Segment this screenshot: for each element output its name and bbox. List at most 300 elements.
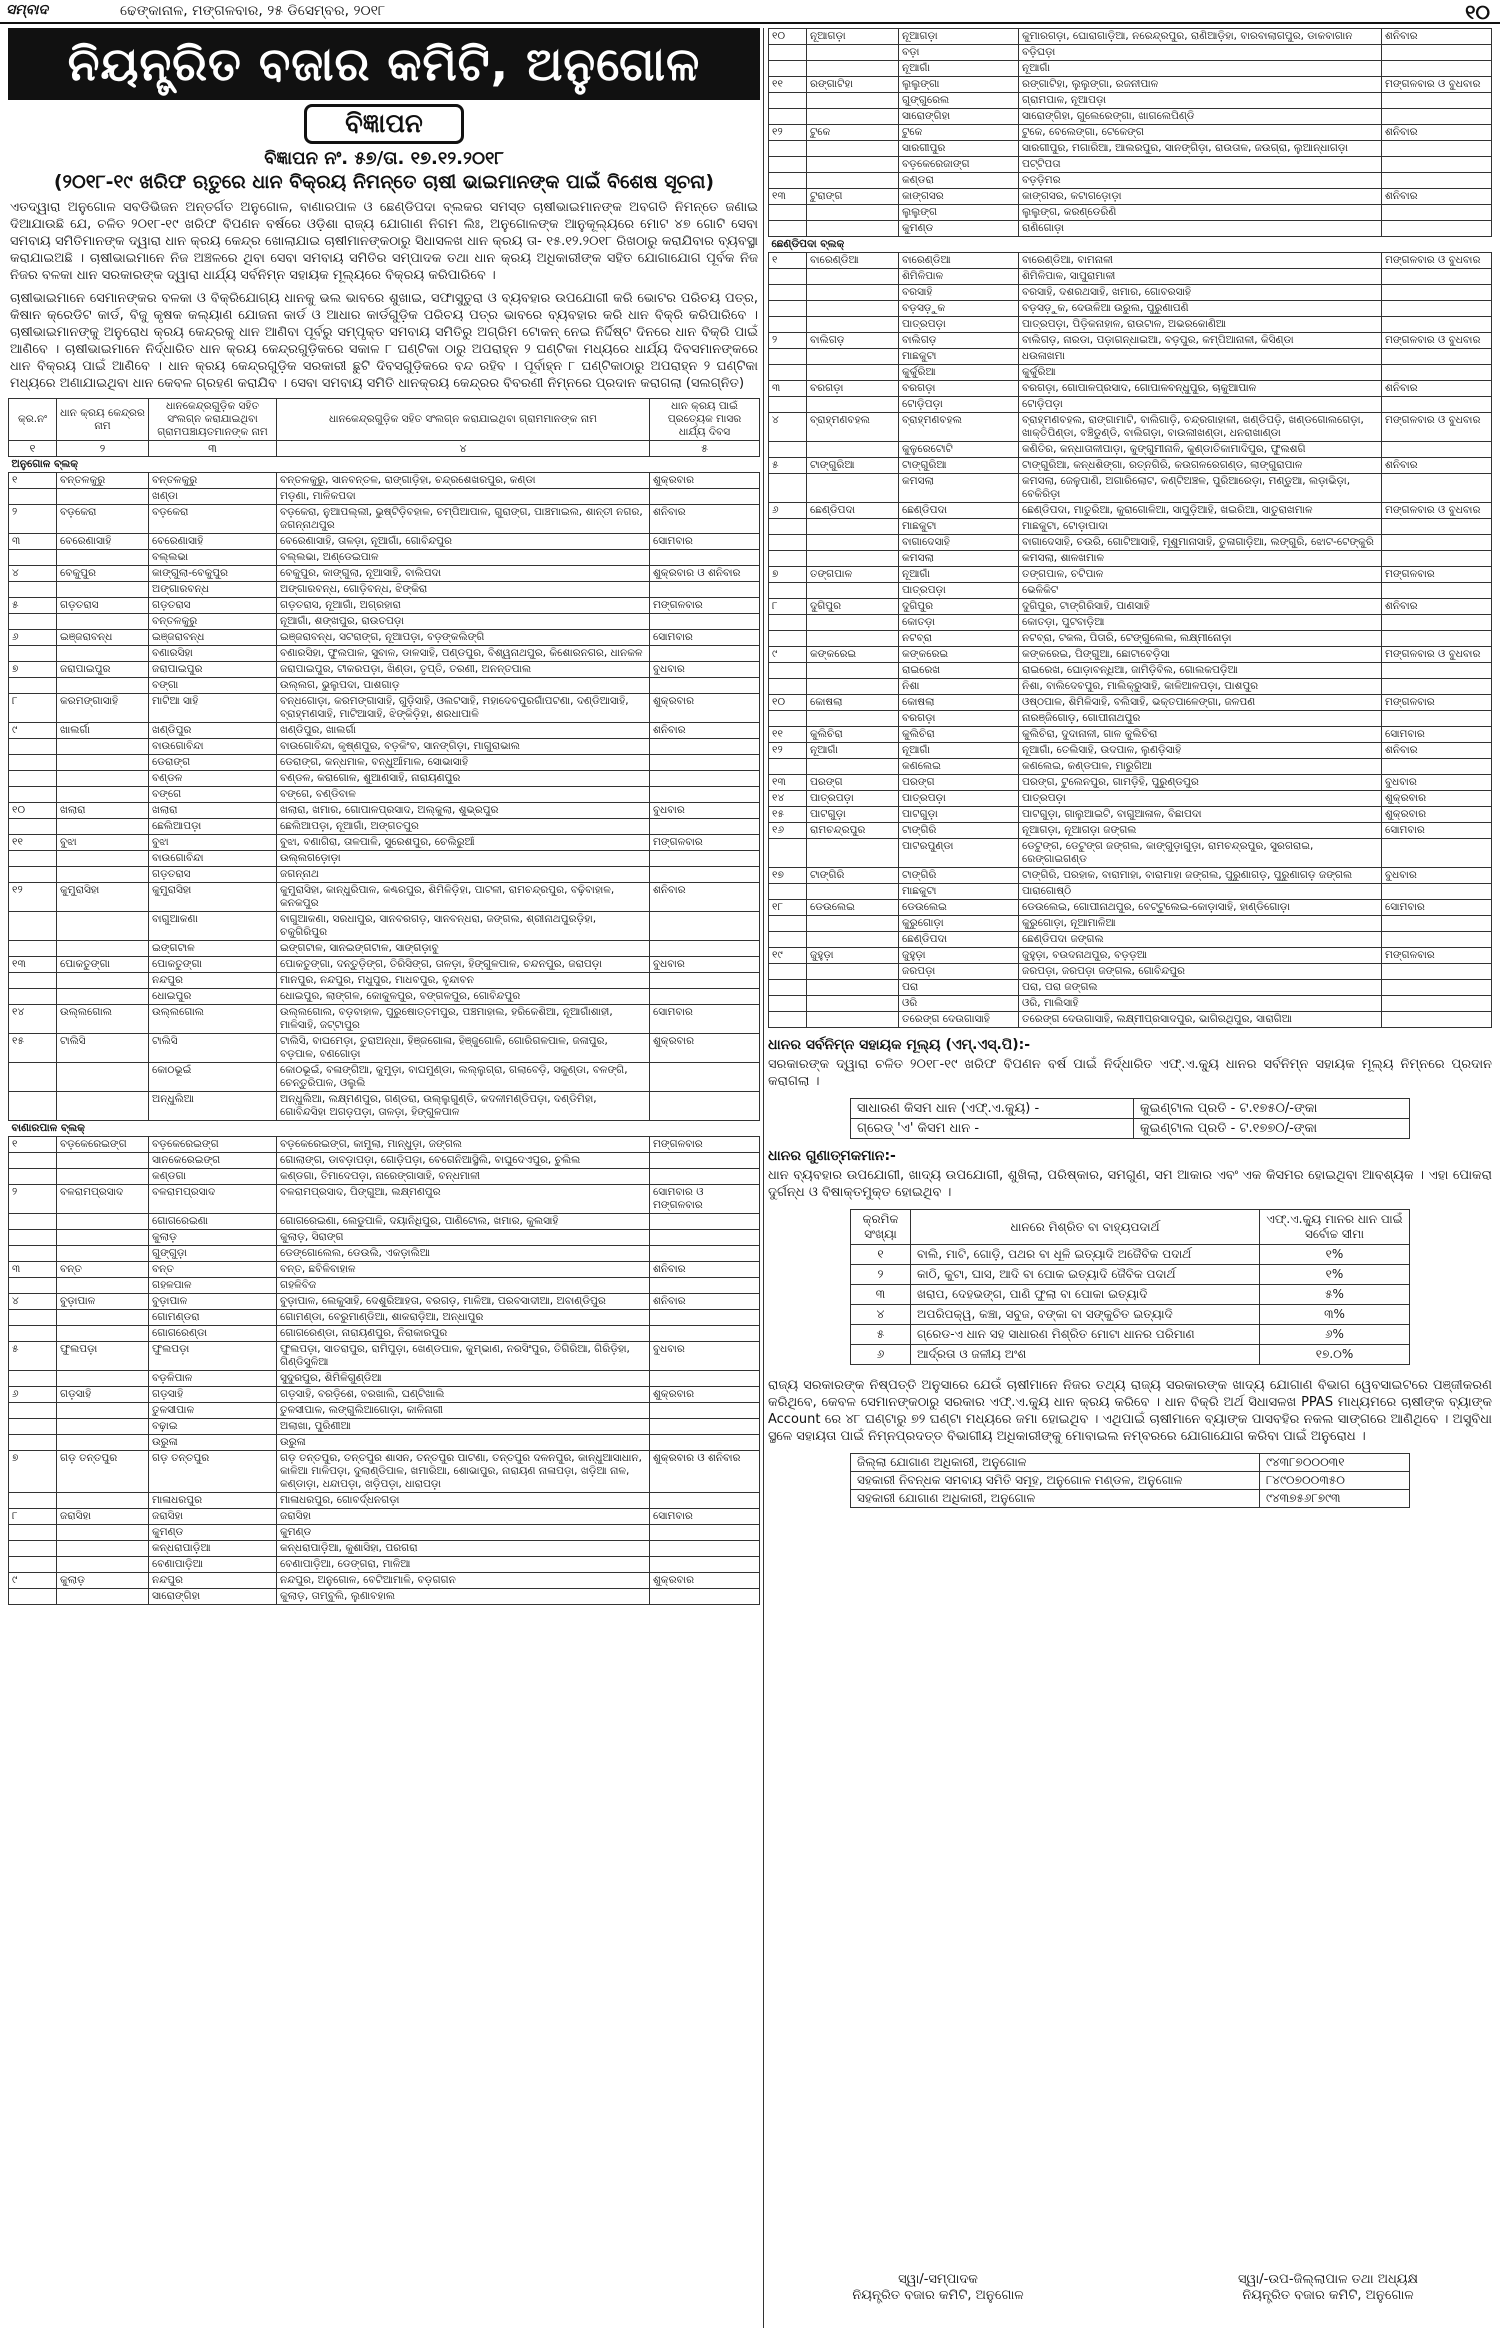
serial-cell: ୧୨	[9, 883, 57, 912]
panchayat-cell: ଦୁଗିପୁର	[899, 599, 1019, 615]
serial-cell	[9, 1326, 57, 1342]
table-row	[9, 1419, 760, 1435]
panchayat-cell: ପରଙ୍ଗ	[899, 775, 1019, 791]
days-cell	[650, 1169, 760, 1185]
centre-cell: ଇଞ୍ଜରାବନ୍ଧ	[57, 630, 149, 646]
table-row	[769, 253, 1492, 269]
quality-header-row	[851, 1210, 1410, 1245]
villages-cell: ଜଗନ୍ନାଥ	[277, 867, 650, 883]
centre-cell	[807, 839, 899, 868]
centre-cell: ଫୁଲପଡ଼ା	[57, 1342, 149, 1371]
panchayat-cell: ଟାଙ୍ଗିରି	[899, 823, 1019, 839]
centre-cell: କୋଷଲା	[807, 695, 899, 711]
quality-limit: ୧୭.୦%	[1260, 1345, 1410, 1365]
table-row	[9, 1169, 760, 1185]
table-row	[769, 141, 1492, 157]
table-row	[9, 598, 760, 614]
table-row	[9, 1153, 760, 1169]
panchayat-cell: ବଡ଼କେରେଜାଙ୍ଗ	[899, 157, 1019, 173]
serial-cell	[769, 109, 807, 125]
villages-cell: ଉଲ୍ଲଗ, ଭୁଲୁପଦା, ପାଶଗାଡ଼	[277, 678, 650, 694]
villages-cell: ଗୋଗରେଣ୍ଡା, ନାରାୟଣପୁର, ନିରାକାରପୁର	[277, 1326, 650, 1342]
centre-cell: ବାଲିଗଡ଼	[807, 333, 899, 349]
panchayat-cell: ଗୋଗରେଇଣା	[149, 1214, 277, 1230]
table-row	[9, 473, 760, 489]
panchayat-cell: ଡେଉଲେଇ	[899, 900, 1019, 916]
villages-cell: ଗହଳିବିଜ	[277, 1278, 650, 1294]
table-row	[9, 1185, 760, 1214]
table-row	[769, 442, 1492, 458]
serial-cell	[769, 173, 807, 189]
panchayat-cell: ଛେଣ୍ଡିପଦା	[899, 503, 1019, 519]
days-cell	[1382, 397, 1492, 413]
serial-cell	[9, 755, 57, 771]
serial-cell	[769, 964, 807, 980]
days-cell	[1382, 679, 1492, 695]
table-row	[769, 285, 1492, 301]
serial-cell: ୩	[9, 1262, 57, 1278]
panchayat-cell: ବଲ୍ଲଭା	[149, 550, 277, 566]
villages-cell: ଜୁହୁଡ଼ା, ବଉଦନାଥପୁର, ବଡ଼ଡ଼ଆ	[1019, 948, 1382, 964]
villages-cell: ତୁଳସୀପାଳ, ଲଙ୍ଗୁଲିଆଗୋଡ଼ା, କାଳିନାଗୀ	[277, 1403, 650, 1419]
days-cell: ମଙ୍ଗଳବାର ଓ ବୁଧବାର	[1382, 413, 1492, 442]
quality-limit: ୬%	[1260, 1325, 1410, 1345]
centre-cell	[57, 1435, 149, 1451]
table-row	[769, 823, 1492, 839]
procurement-centre-table-right	[768, 28, 1492, 1028]
centre-cell: ଗଡ଼ସାହି	[57, 1387, 149, 1403]
centre-cell	[807, 519, 899, 535]
serial-cell	[769, 759, 807, 775]
panchayat-cell: ବଡ଼ା	[899, 45, 1019, 61]
table-row	[9, 1278, 760, 1294]
header-villages: ଧାନକେନ୍ଦ୍ରଗୁଡ଼ିକ ସହିତ ସଂଲଗ୍ନ କରାଯାଇଥିବା ଗ୍ରାମମାନଙ୍କ ନାମ	[277, 399, 650, 441]
serial-cell: ୧୦	[9, 803, 57, 819]
centre-cell: କୁଲିଚିରା	[807, 727, 899, 743]
centre-cell	[57, 489, 149, 505]
quality-serial: ୬	[851, 1345, 911, 1365]
issue-date: ଢେଙ୍କାନାଳ, ମଙ୍ଗଳବାର, ୨୫ ଡିସେମ୍ବର, ୨୦୧୮	[120, 3, 386, 19]
panchayat-cell: ବେରେଣାସାହି	[149, 534, 277, 550]
centre-cell	[807, 365, 899, 381]
villages-cell: ରଙ୍ଗାଟିହା, ଲୁଲୁଙ୍ଗା, ରଜନୀପାଳ	[1019, 77, 1382, 93]
table-row	[769, 695, 1492, 711]
block-name: ଛେଣ୍ଡିପଦା ବ୍ଲକ୍	[769, 237, 1492, 253]
panchayat-cell: ବଣ୍ଡଳ	[149, 771, 277, 787]
panchayat-cell: କୋଷଲା	[899, 695, 1019, 711]
days-cell	[1382, 205, 1492, 221]
centre-cell	[57, 1246, 149, 1262]
table-row	[9, 941, 760, 957]
msp-row	[851, 1099, 1410, 1119]
days-cell: ବୁଧବାର	[650, 1342, 760, 1371]
days-cell	[1382, 269, 1492, 285]
centre-cell	[57, 851, 149, 867]
days-cell: ଶନିବାର	[1382, 599, 1492, 615]
villages-cell: ପୋକତୁଙ୍ଗା, ଦନ୍ତୁଡ଼ିଙ୍ଗ, ତିରିସିଙ୍ଗ, ତାଳଡ଼ା, ହିଙ୍ଗୁଳପାଳ, ଚନ୍ଦନପୁର, ଜରାପଡ଼ା	[277, 957, 650, 973]
villages-cell: ଫୁଲପଡ଼ା, ସାତରାପୁର, ରାମିପୁଡ଼ା, ଖେଣ୍ଡପାଳ, କୁମ୍ଭାଣ, ନରସିଂପୁର, ତିଗିରିଆ, ଗିରିଡ଼ିହା, ଗିଣ୍ଡିସୁଳିଆ	[277, 1342, 650, 1371]
panchayat-cell: ଉଲ୍ଲଗୋଲ	[149, 1005, 277, 1034]
newspaper-logo: ସମ୍ବାଦ	[6, 2, 48, 18]
serial-cell: ୧୩	[769, 189, 807, 205]
panchayat-cell: ବଢ଼ାଇ	[149, 1419, 277, 1435]
centre-cell	[807, 631, 899, 647]
villages-cell: ଦୁଗିପୁର, ଟାଙ୍ଗିରିସାହି, ପାଣସାହି	[1019, 599, 1382, 615]
table-row	[9, 1310, 760, 1326]
days-cell	[1382, 61, 1492, 77]
centre-cell	[807, 317, 899, 333]
centre-cell	[57, 1092, 149, 1121]
days-cell	[650, 1092, 760, 1121]
centre-cell	[807, 916, 899, 932]
panchayat-cell: ପାତ୍ରପଡ଼ା	[899, 791, 1019, 807]
block-section-row	[9, 1121, 760, 1137]
panchayat-cell: ଉରୁଳା	[149, 1435, 277, 1451]
serial-cell	[769, 45, 807, 61]
serial-cell	[769, 141, 807, 157]
villages-cell: କୁମଣ୍ଡ	[277, 1525, 650, 1541]
centre-cell: ଖଲାରା	[57, 803, 149, 819]
table-row	[9, 1493, 760, 1509]
panchayat-cell: ଡେରାଙ୍ଗ	[149, 755, 277, 771]
villages-cell: କୋଠଭୂଇଁ, ବଳାଙ୍ଗିଆ, କୁମୁଡ଼ା, ବାଘମୁଣ୍ଡା, ଲଲ୍ଲୁଗ୍ରା, ଗଲାବେଡ଼ି, ସକୁଣ୍ଡା, ବଳଙ୍ଗି, ଚେନ୍ତୁରିପାଳ, ଓଲୁଲି	[277, 1063, 650, 1092]
table-row	[9, 1371, 760, 1387]
masthead-bar	[0, 0, 1500, 24]
table-row	[769, 932, 1492, 948]
panchayat-cell: ପୋକତୁଙ୍ଗା	[149, 957, 277, 973]
column-number: ୪	[277, 441, 650, 457]
panchayat-cell: ଲୁଲୁଙ୍ଗା	[899, 77, 1019, 93]
villages-cell: କୁଲାଡ଼, ତାମ୍ବୁଲି, ଲୁଣାବହାଲ	[277, 1589, 650, 1605]
centre-cell: ଜରାସିହା	[57, 1509, 149, 1525]
panchayat-cell: କୁଳୁରେଟୋଟି	[899, 442, 1019, 458]
msp-table	[850, 1098, 1410, 1139]
table-row	[769, 727, 1492, 743]
table-row	[769, 599, 1492, 615]
villages-cell: ଇଙ୍ଗଟାଳ, ସାନଇଙ୍ଗଟାଳ, ସାଙ୍ଗଡ଼ାବୁ	[277, 941, 650, 957]
centre-cell	[57, 1589, 149, 1605]
quality-title: ଧାନର ଗୁଣାତ୍ମକମାନ:-	[768, 1148, 896, 1164]
centre-cell	[807, 759, 899, 775]
msp-title: ଧାନର ସର୍ବନିମ୍ନ ସହାୟକ ମୂଲ୍ୟ (ଏମ୍.ଏସ୍.ପି):-	[768, 1037, 1031, 1053]
centre-cell	[57, 989, 149, 1005]
panchayat-cell: ନୂଆଗାଁ	[899, 61, 1019, 77]
table-row	[769, 413, 1492, 442]
quality-row	[851, 1285, 1410, 1305]
villages-cell: ଉଲ୍ଲଗଡ଼ୋଡ଼ା	[277, 851, 650, 867]
quality-row	[851, 1325, 1410, 1345]
serial-cell: ୧୯	[769, 948, 807, 964]
villages-cell: ଛେଣ୍ଡିପଦା, ମାତୁରିଆ, କୁରାଗୋଳିଆ, ସାପୁଡ଼ିଆହି, ଖଇରିଆ, ସାତୁରାଖମାଳ	[1019, 503, 1382, 519]
panchayat-cell: ବରସାହି	[899, 285, 1019, 301]
serial-cell: ୧୩	[769, 775, 807, 791]
villages-cell: କାଙ୍ଗସର, କଟାଗଡ଼ୋଡ଼ା	[1019, 189, 1382, 205]
table-row	[9, 646, 760, 662]
centre-cell	[807, 679, 899, 695]
table-row	[9, 1294, 760, 1310]
panchayat-cell: ଗୋମଣ୍ଡରା	[149, 1310, 277, 1326]
villages-cell: ଡେଉଲେଇ, ଗୋପୀନାଥପୁର, ବେଟ୍ଟୁଲେଇ-କୋଡ଼ାସାହି, ହାଣ୍ଡିଗୋଡ଼ା	[1019, 900, 1382, 916]
centre-cell	[57, 1230, 149, 1246]
villages-cell: ଗଡ଼ତରାସ, ନୂଆଗାଁ, ଅଗ୍ରହାରା	[277, 598, 650, 614]
days-cell: ଶନିବାର	[650, 883, 760, 912]
villages-cell: କମସଲା, ଶାଳଖମାଳ	[1019, 551, 1382, 567]
table-row	[769, 29, 1492, 45]
panchayat-cell: ନନ୍ଦପୁର	[149, 1573, 277, 1589]
quality-header-material: ଧାନରେ ମିଶ୍ରିତ ବା ବାହ୍ୟପଦାର୍ଥ	[911, 1210, 1260, 1245]
table-row	[769, 759, 1492, 775]
days-cell	[1382, 93, 1492, 109]
header-days: ଧାନ କ୍ରୟ ପାଇଁ ପ୍ରତ୍ୟେକ ମାସର ଧାର୍ଯ୍ୟ ଦିବସ	[650, 399, 760, 441]
table-row	[9, 1573, 760, 1589]
advertisement-number: ବିଜ୍ଞାପନ ନଂ. ୫୭/ତା. ୧୭.୧୨.୨୦୧୮	[264, 148, 504, 169]
table-row	[9, 912, 760, 941]
table-row	[9, 614, 760, 630]
days-cell	[650, 787, 760, 803]
centre-cell: ବନ୍ତଳକୁରୁ	[57, 473, 149, 489]
centre-cell: ବେକୁପୁର	[57, 566, 149, 582]
villages-cell: ନିଶା, ବାଲିଦେବପୁର, ମାଲିକ୍ରୁସାହି, କାଳିଆଳପଡ଼ା, ପାଶପୁର	[1019, 679, 1382, 695]
villages-cell: ବୁଝା, ବଣାଗିରା, ତାଳପାଳି, ସୁରେଶପୁର, ଚେଲିରୁଆଁ	[277, 835, 650, 851]
panchayat-cell: ଟୋଡ଼ିପଡ଼ା	[899, 397, 1019, 413]
centre-cell	[807, 93, 899, 109]
left-column	[8, 28, 760, 2334]
panchayat-cell: ପରା	[899, 980, 1019, 996]
table-row	[9, 489, 760, 505]
villages-cell: ବ୍ରାହ୍ମଣବହଲ, ରାଙ୍ଗାମାଟି, ବାଲିଗାଡ଼ି, ଚନ୍ଦ୍ରଗାହାଳୀ, ଖଣ୍ଡିପଡ଼ି, ଖଣ୍ଡଗୋଲଗେଡ଼ା, ଖାକ୍ତିପିଣ୍ଡା, ବଞ୍ଚିଡୁଣ୍ଡି, ବାଲିଗଡ଼ା, ବାଉଲୀଖଣ୍ଡା, ଧନରାଖାଣ୍ଡା	[1019, 413, 1382, 442]
table-row	[769, 1012, 1492, 1028]
villages-cell: ବାରେଣ୍ଡିଆ, ବାମନାଳୀ	[1019, 253, 1382, 269]
centre-cell	[57, 1063, 149, 1092]
centre-cell	[57, 1403, 149, 1419]
days-cell	[650, 1493, 760, 1509]
days-cell	[1382, 551, 1492, 567]
villages-cell: ଜରାସିହା	[277, 1509, 650, 1525]
panchayat-cell: ବଙ୍ଗେ	[149, 787, 277, 803]
centre-cell: କୁମୁରାସିହା	[57, 883, 149, 912]
serial-cell: ୧୧	[9, 835, 57, 851]
days-cell	[650, 989, 760, 1005]
serial-cell	[9, 912, 57, 941]
centre-cell: କରମଙ୍ଗାସାହି	[57, 694, 149, 723]
panchayat-cell: ଛେଣ୍ଡିପଦା	[899, 932, 1019, 948]
panchayat-cell: ଗଡ଼ତରାସ	[149, 598, 277, 614]
panchayat-cell: କୁର୍କୁରିଆ	[899, 365, 1019, 381]
serial-cell	[9, 1371, 57, 1387]
header-serial: କ୍ର.ନଂ	[9, 399, 57, 441]
centre-cell	[807, 141, 899, 157]
panchayat-cell: ସାନକେରେଇଙ୍ଗ	[149, 1153, 277, 1169]
table-row	[9, 1326, 760, 1342]
days-cell	[650, 739, 760, 755]
table-row	[9, 957, 760, 973]
contact-row	[851, 1490, 1410, 1508]
block-name: ବାଣାରପାଳ ବ୍ଲକ୍	[9, 1121, 760, 1137]
days-cell	[1382, 141, 1492, 157]
table-row	[769, 301, 1492, 317]
centre-cell	[807, 301, 899, 317]
villages-cell: ପାତ୍ରପଡ଼ା, ପିଡ଼ିକନାହାଳ, ରାଉଟାଳ, ଅଭରକୋଣିଆ	[1019, 317, 1382, 333]
days-cell	[1382, 285, 1492, 301]
villages-cell: ଧଉଳାଖମା	[1019, 349, 1382, 365]
villages-cell: କୁଲାଡ଼, ସିରାଙ୍ଗ	[277, 1230, 650, 1246]
quality-material: ଆର୍ଦ୍ରତା ଓ ଜଳୀୟ ଅଂଶ	[911, 1345, 1260, 1365]
days-cell	[1382, 45, 1492, 61]
centre-cell	[807, 397, 899, 413]
table-row	[9, 803, 760, 819]
panchayat-cell: ନିଶା	[899, 679, 1019, 695]
panchayat-cell: କୋଠଭୂଇଁ	[149, 1063, 277, 1092]
days-cell	[1382, 583, 1492, 599]
days-cell	[1382, 173, 1492, 189]
villages-cell: ନନ୍ଦପୁର, ଅନୁଗୋଳ, ବେଟିଆମାଳି, ବଡ଼ଗଗନ	[277, 1573, 650, 1589]
centre-cell: ଟାଙ୍ଗୁରିଆ	[807, 458, 899, 474]
panchayat-cell: ମାଟିଆ ସାହି	[149, 694, 277, 723]
table-row	[769, 663, 1492, 679]
header-centre: ଧାନ କ୍ରୟ କେନ୍ଦ୍ରର ନାମ	[57, 399, 149, 441]
villages-cell: ଇଞ୍ଜରାବନ୍ଧ, ସଟରାଙ୍ଗ, ନୂଆପଡ଼ା, ବଡ଼ଙ୍କଲିଙ୍ଗି	[277, 630, 650, 646]
panchayat-cell: ମାଛକୁଟା	[899, 884, 1019, 900]
serial-cell	[9, 1169, 57, 1185]
villages-cell: ବାଲିଗଡ଼, ନାରଡା, ପଡ଼ାଗନ୍ଧାଇଆ, ବଡ଼ପୁର, କମ୍ପିଆନାଳୀ, କିସିଣ୍ଡା	[1019, 333, 1382, 349]
centre-cell: ବନ୍ତ	[57, 1262, 149, 1278]
serial-cell	[9, 489, 57, 505]
villages-cell: ଅଙ୍ଗାରବନ୍ଧ, ଗୋଡ଼ିବନ୍ଧ, ଝିଙ୍କିରା	[277, 582, 650, 598]
table-row	[769, 980, 1492, 996]
serial-cell: ୨	[9, 1185, 57, 1214]
serial-cell: ୮	[9, 1509, 57, 1525]
table-row	[9, 835, 760, 851]
table-row	[9, 851, 760, 867]
serial-cell	[9, 851, 57, 867]
serial-cell	[9, 1403, 57, 1419]
panchayat-cell: ଖଲାରା	[149, 803, 277, 819]
days-cell: ମଙ୍ଗଳବାର	[1382, 567, 1492, 583]
villages-cell: ସୁଦୁରପୁର, ଶିମିଳିଗୁଣ୍ଡିଆ	[277, 1371, 650, 1387]
contact-phone: ୯୪୩୮୭୦୦୦୩୧	[1260, 1454, 1410, 1472]
villages-cell: ଅନ୍ଧୁଲିଆ, ଲକ୍ଷ୍ମଣପୁର, ଗଣ୍ଡରା, ଉଲ୍ଲୁଗୁଣ୍ଡି, କଦଳୀମଣ୍ଡିପଡ଼ା, ଦଣ୍ଡିମିହା, ଗୋବିନ୍ଦସିହା ଅଗଡ଼ପଡ଼ା, ତାଳଡ଼ା, ହିଙ୍ଗୁଳପାଳ	[277, 1092, 650, 1121]
panchayat-cell: କୁରୁଗୋଡ଼ା	[899, 916, 1019, 932]
serial-cell: ୧୭	[769, 868, 807, 884]
serial-cell: ୭	[9, 662, 57, 678]
centre-cell: ପାତ୍ରପଡ଼ା	[807, 791, 899, 807]
serial-cell: ୯	[9, 723, 57, 739]
villages-cell: କୁମାରଗଡ଼ା, ଘୋରାଗାଡ଼ିଆ, ନରେନ୍ଦ୍ରପୁର, ରାଣିଆଡ଼ିହା, ବାରବାଲାଗପୁର, ଡାକବାଗାନ	[1019, 29, 1382, 45]
panchayat-cell: ରାଇରେଖ	[899, 663, 1019, 679]
serial-cell	[9, 1278, 57, 1294]
panchayat-cell: କୁମଣ୍ଡ	[149, 1525, 277, 1541]
centre-cell	[57, 771, 149, 787]
centre-cell: ବୁଝା	[57, 835, 149, 851]
signature-chairman: ସ୍ୱା/-ଉପ-ଜିଲ୍ଲାପାଳ ତଥା ଅଧ୍ୟକ୍ଷ ନିୟନ୍ତ୍ରିତ ବଜାର କମିଟି, ଅନୁଗୋଳ	[1238, 2272, 1418, 2303]
panchayat-cell: ଧୋଇପୁର	[149, 989, 277, 1005]
table-row	[769, 205, 1492, 221]
panchayat-cell: ବଳରାମପ୍ରସାଦ	[149, 1185, 277, 1214]
serial-cell	[9, 1435, 57, 1451]
panchayat-cell: ବ୍ରାହ୍ମଣବହଲ	[899, 413, 1019, 442]
days-cell: ଶୁକ୍ରବାର	[1382, 791, 1492, 807]
days-cell	[1382, 884, 1492, 900]
days-cell	[1382, 711, 1492, 727]
serial-cell	[769, 474, 807, 503]
villages-cell: ରାଇରେଖ, ଘୋଡ଼ାବନ୍ଧିଆ, ଜାମିଡ଼ିବିଲ, ଗୋଲକପଡ଼ିଆ	[1019, 663, 1382, 679]
notice-subheading: (୨୦୧୮-୧୯ ଖରିଫ ଋତୁରେ ଧାନ ବିକ୍ରୟ ନିମନ୍ତେ ଚାଷୀ ଭାଇମାନଙ୍କ ପାଇଁ ବିଶେଷ ସୂଚନା)	[53, 171, 715, 193]
villages-cell: ଅଲାଖା, ପୁରିଣୀଆ	[277, 1419, 650, 1435]
days-cell	[650, 819, 760, 835]
panchayat-cell: ଟାଲିସି	[149, 1034, 277, 1063]
centre-cell	[807, 884, 899, 900]
table-row	[9, 1063, 760, 1092]
serial-cell	[9, 550, 57, 566]
centre-cell	[57, 973, 149, 989]
days-cell: ସୋମବାର	[1382, 823, 1492, 839]
centre-cell	[807, 45, 899, 61]
centre-cell	[807, 932, 899, 948]
panchayat-cell: ଜୁହୁଡ଼ା	[899, 948, 1019, 964]
table-row	[9, 989, 760, 1005]
days-cell	[1382, 109, 1492, 125]
table-row	[9, 771, 760, 787]
centre-cell	[57, 1326, 149, 1342]
days-cell	[650, 1310, 760, 1326]
days-cell: ଶୁକ୍ରବାର ଓ ଶନିବାର	[650, 1451, 760, 1493]
serial-cell	[9, 941, 57, 957]
villages-cell: ଗଡ଼ସାହି, ବରଡ଼ିଶେ, ବରଖାଲି, ଘଣ୍ଟିଖାଲି	[277, 1387, 650, 1403]
villages-cell: ପାଟଗୁଡ଼ା, ଗାଲୁଆଇଟି, ବାଗୁଆଳାଳ, ବିଛାପଦା	[1019, 807, 1382, 823]
column-divider	[763, 28, 764, 2328]
days-cell	[650, 1214, 760, 1230]
centre-cell: ଜରାପାଇପୁର	[57, 662, 149, 678]
panchayat-cell: ଟାଙ୍ଗୁରିଆ	[899, 458, 1019, 474]
villages-cell: ବଣ୍ଡଳ, କରାଗୋଳ, ଶୁଆଣସାହି, ନାରାୟଣପୁର	[277, 771, 650, 787]
centre-cell: ଜୁହୁଡ଼ା	[807, 948, 899, 964]
serial-cell	[769, 932, 807, 948]
panchayat-cell: ଲୁଲୁଙ୍ଗ	[899, 205, 1019, 221]
days-cell: ଶନିବାର	[1382, 743, 1492, 759]
contact-row	[851, 1454, 1410, 1472]
quality-table-body	[851, 1245, 1410, 1365]
panchayat-cell: ବନ୍ତଳକୁରୁ	[149, 614, 277, 630]
serial-cell: ୧	[9, 1137, 57, 1153]
days-cell	[650, 1153, 760, 1169]
table-row	[9, 566, 760, 582]
serial-cell	[769, 221, 807, 237]
quality-serial: ୩	[851, 1285, 911, 1305]
table-row	[9, 819, 760, 835]
serial-cell: ୧୫	[9, 1034, 57, 1063]
centre-cell: ବରଗଡ଼ା	[807, 381, 899, 397]
days-cell	[650, 1557, 760, 1573]
days-cell	[1382, 759, 1492, 775]
table-row	[769, 900, 1492, 916]
panchayat-cell: କାଙ୍ଗୁଲା-ବେକୁପୁର	[149, 566, 277, 582]
serial-cell: ୯	[769, 647, 807, 663]
centre-cell	[57, 550, 149, 566]
contacts-table	[850, 1453, 1410, 1508]
villages-cell: କମସଲା, ଜେଳୁପାଣି, ଅଗାରିଲୋଟ, କଣ୍ଟିଅଞ୍ଚଳ, ପୁରିଆରେଡ଼ା, ମଣ୍ଡୁଆ, ଲଡ଼ାଭିଡ଼ା, ବେକିରିଡ଼ା	[1019, 474, 1382, 503]
serial-cell	[769, 583, 807, 599]
table-row	[769, 567, 1492, 583]
days-cell: ମଙ୍ଗଳବାର	[1382, 948, 1492, 964]
serial-cell	[9, 787, 57, 803]
table-row	[9, 1387, 760, 1403]
quality-material: ଅପରିପକ୍ୱ, କଞ୍ଚା, ସବୁଜ, ବଙ୍କା ବା ସଙ୍କୁଚିତ ଇତ୍ୟାଦି	[911, 1305, 1260, 1325]
serial-cell: ୧	[769, 253, 807, 269]
block-section-row	[9, 457, 760, 473]
panchayat-cell: ଜରପଡ଼ା	[899, 964, 1019, 980]
days-cell	[1382, 317, 1492, 333]
quality-serial: ୧	[851, 1245, 911, 1265]
